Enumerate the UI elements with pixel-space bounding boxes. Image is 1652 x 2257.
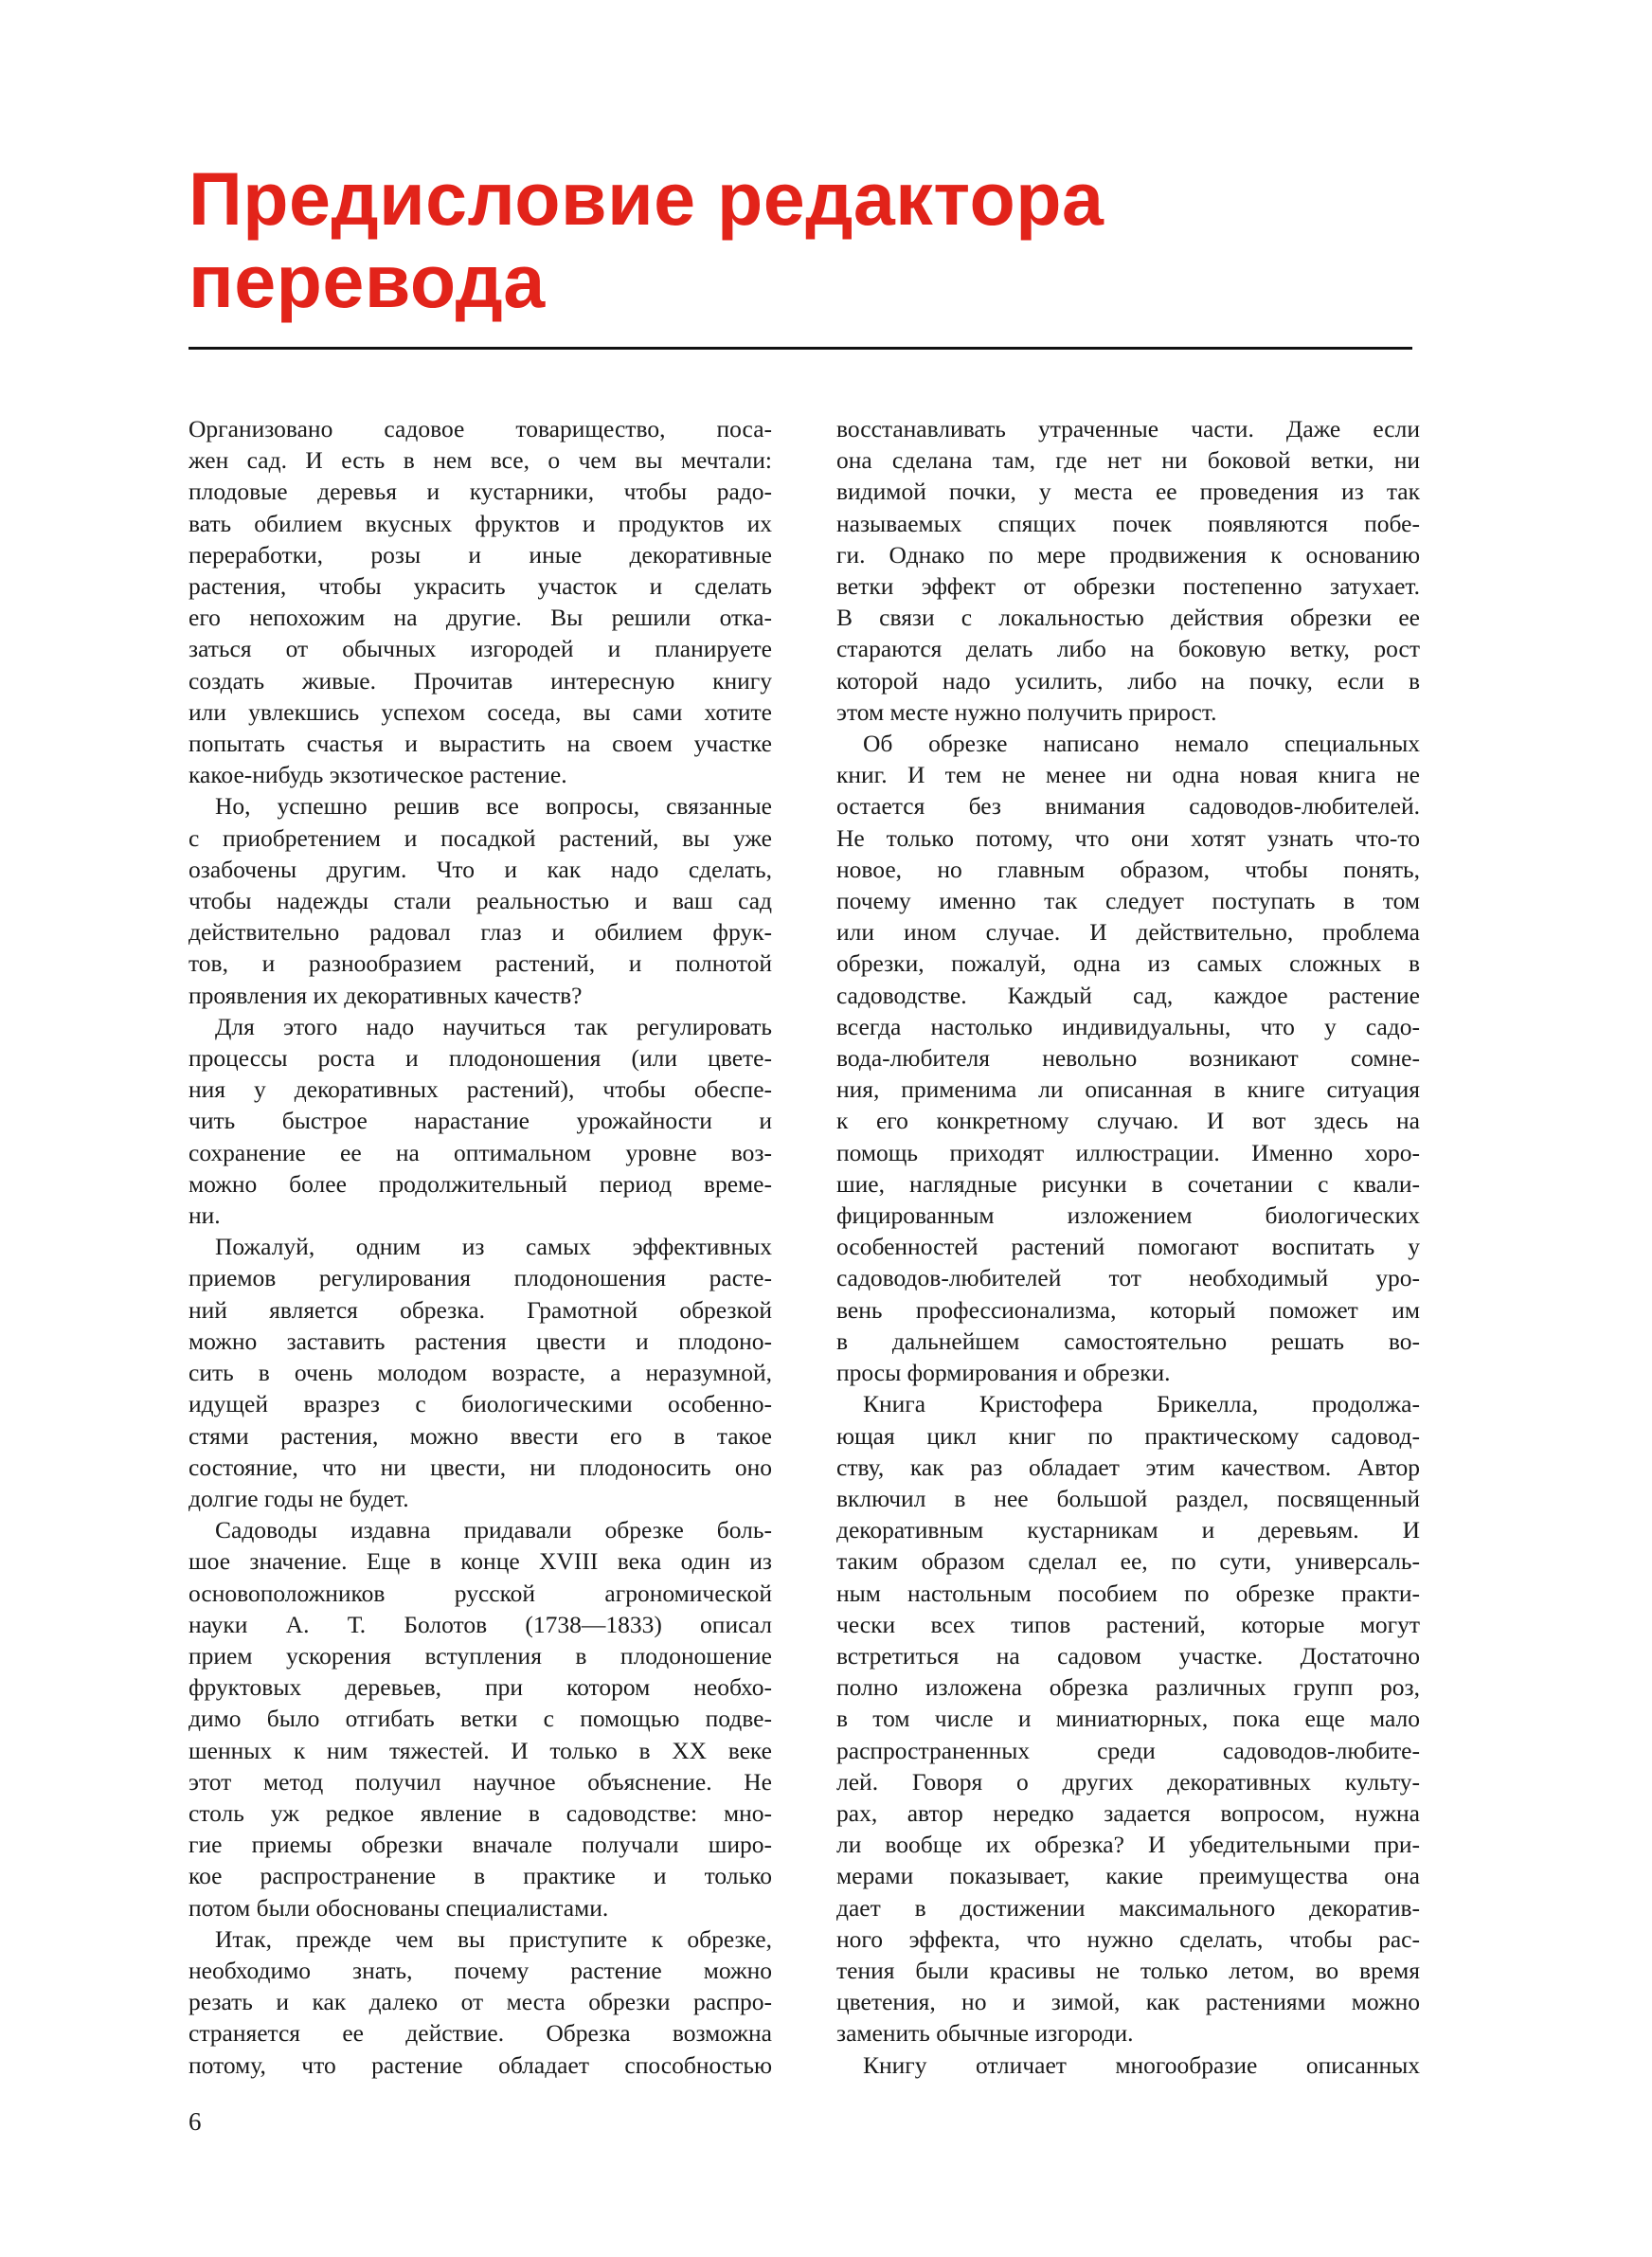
text-line: Для этого надо научиться так регулировать bbox=[215, 1012, 772, 1040]
text-line: фруктовых деревьев, при котором необхо- bbox=[189, 1673, 772, 1702]
paragraph bbox=[189, 790, 772, 1010]
text-line: или увлекшись успехом соседа, вы сами хотите bbox=[189, 697, 772, 726]
text-line: гие приемы обрезки вначале получали широ- bbox=[189, 1831, 772, 1859]
text-line: особенностей растений помогают воспитать у bbox=[836, 1233, 1420, 1261]
text-line: которой надо усилить, либо на почку, если в bbox=[836, 666, 1420, 695]
text-line: ний является обрезка. Грамотной обрезкой bbox=[189, 1295, 772, 1324]
text-line: проявления их декоративных качеств? bbox=[189, 981, 583, 1009]
text-line: цветения, но и зимой, как растениями можно bbox=[836, 1988, 1420, 2016]
text-line: заться от обычных изгородей и планируете bbox=[189, 635, 772, 663]
text-line: книг. И тем не менее ни одна новая книга не bbox=[836, 761, 1420, 789]
text-line: ветки эффект от обрезки постепенно затухает. bbox=[836, 572, 1420, 601]
text-line: тения были красивы не только летом, во время bbox=[836, 1956, 1420, 1984]
text-line: процессы роста и плодоношения (или цвете- bbox=[189, 1044, 772, 1073]
text-line: вень профессионализма, который поможет им bbox=[836, 1295, 1420, 1324]
paragraph bbox=[836, 728, 1420, 1388]
text-line: восстанавливать утраченные части. Даже если bbox=[836, 415, 1420, 442]
text-line: этот метод получил научное объяснение. Не bbox=[189, 1767, 772, 1796]
text-line: таким образом сделал ее, по сути, универсаль- bbox=[836, 1547, 1420, 1576]
text-line: дает в достижении максимального декоратив- bbox=[836, 1893, 1420, 1922]
text-line: шие, наглядные рисунки в сочетании с квали- bbox=[836, 1169, 1420, 1198]
text-line: страняется ее действие. Обрезка возможна bbox=[189, 2019, 772, 2048]
paragraph bbox=[836, 1388, 1420, 2049]
text-line: Книгу отличает многообразие описанных bbox=[863, 2050, 1420, 2079]
text-line: кое распространение в практике и только bbox=[189, 1862, 772, 1890]
right-text-column bbox=[836, 413, 1420, 2081]
text-line: приемов регулирования плодоношения расте- bbox=[189, 1264, 772, 1292]
text-line: долгие годы не будет. bbox=[189, 1484, 409, 1512]
text-line: ли вообще их обрезка? И убедительными при- bbox=[836, 1831, 1420, 1859]
text-line: ющая цикл книг по практическому садовод- bbox=[836, 1421, 1420, 1450]
text-line: какое-нибудь экзотическое растение. bbox=[189, 761, 567, 789]
text-line: Не только потому, что они хотят узнать что-то bbox=[836, 823, 1420, 852]
text-line: обрезки, пожалуй, одна из самых сложных в bbox=[836, 949, 1420, 978]
paragraph bbox=[189, 413, 772, 790]
text-line: потому, что растение обладает способностью bbox=[189, 2050, 772, 2079]
text-line: чтобы надежды стали реальностью и ваш сад bbox=[189, 887, 772, 915]
text-line: новое, но главным образом, чтобы понять, bbox=[836, 855, 1420, 883]
text-line: основоположников русской агрономической bbox=[189, 1579, 772, 1607]
text-line: необходимо знать, почему растение можно bbox=[189, 1956, 772, 1984]
paragraph bbox=[189, 1514, 772, 1923]
text-line: помощь приходят иллюстрации. Именно хоро- bbox=[836, 1138, 1420, 1166]
paragraph bbox=[836, 2049, 1420, 2081]
text-line: идущей вразрез с биологическими особенно- bbox=[189, 1390, 772, 1418]
text-line: стями растения, можно ввести его в такое bbox=[189, 1421, 772, 1450]
text-line: сить в очень молодом возрасте, а неразумной, bbox=[189, 1359, 772, 1387]
text-line: столь уж редкое явление в садоводстве: мно- bbox=[189, 1798, 772, 1827]
text-line: плодовые деревья и кустарники, чтобы радо- bbox=[189, 478, 772, 506]
text-line: тов, и разнообразием растений, и полнотой bbox=[189, 949, 772, 978]
text-line: озабочены другим. Что и как надо сделать, bbox=[189, 855, 772, 883]
left-text-column bbox=[189, 413, 772, 2081]
text-line: полно изложена обрезка различных групп роз, bbox=[836, 1673, 1420, 1702]
text-line: чить быстрое нарастание урожайности и bbox=[189, 1107, 772, 1135]
text-line: переработки, розы и иные декоративные bbox=[189, 540, 772, 569]
title-divider bbox=[189, 347, 1412, 350]
text-line: создать живые. Прочитав интересную книгу bbox=[189, 666, 772, 695]
paragraph bbox=[189, 1231, 772, 1514]
text-line: остается без внимания садоводов-любителей. bbox=[836, 792, 1420, 821]
text-line: лей. Говоря о других декоративных культу- bbox=[836, 1767, 1420, 1796]
text-line: чески всех типов растений, которые могут bbox=[836, 1610, 1420, 1638]
text-line: шенных к ним тяжестей. И только в XX веке bbox=[189, 1736, 772, 1764]
text-line: растения, чтобы украсить участок и сделать bbox=[189, 572, 772, 601]
text-line: просы формирования и обрезки. bbox=[836, 1359, 1171, 1387]
text-line: попытать счастья и вырастить на своем участке bbox=[189, 730, 772, 758]
text-line: рах, автор нередко задается вопросом, нужна bbox=[836, 1798, 1420, 1827]
text-line: ния, применима ли описанная в книге ситуация bbox=[836, 1075, 1420, 1104]
text-line: стараются делать либо на боковую ветку, рост bbox=[836, 635, 1420, 663]
text-line: садоводстве. Каждый сад, каждое растение bbox=[836, 981, 1420, 1009]
page-number: 6 bbox=[189, 2107, 202, 2136]
text-line: Садоводы издавна придавали обрезке боль- bbox=[215, 1516, 772, 1544]
text-line: в дальнейшем самостоятельно решать во- bbox=[836, 1327, 1420, 1355]
text-line: состояние, что ни цвести, ни плодоносить оно bbox=[189, 1453, 772, 1481]
title-line: перевода bbox=[189, 239, 546, 323]
text-line: вода-любителя невольно возникают сомне- bbox=[836, 1044, 1420, 1073]
paragraph bbox=[189, 1011, 772, 1231]
text-line: Организовано садовое товарищество, поса- bbox=[189, 415, 772, 442]
text-line: его непохожим на другие. Вы решили отка- bbox=[189, 604, 772, 632]
text-line: можно более продолжительный период време- bbox=[189, 1169, 772, 1198]
text-line: В связи с локальностью действия обрезки ее bbox=[836, 604, 1420, 632]
text-line: Об обрезке написано немало специальных bbox=[863, 730, 1420, 758]
text-line: прием ускорения вступления в плодоношение bbox=[189, 1641, 772, 1670]
text-line: шое значение. Еще в конце XVIII века один из bbox=[189, 1547, 772, 1576]
text-line: ного эффекта, что нужно сделать, чтобы рас- bbox=[836, 1924, 1420, 1953]
text-line: она сделана там, где нет ни боковой ветки, ни bbox=[836, 446, 1420, 475]
text-line: ным настольным пособием по обрезке практи- bbox=[836, 1579, 1420, 1607]
text-line: Итак, прежде чем вы приступите к обрезке, bbox=[215, 1924, 772, 1953]
text-line: этом месте нужно получить прирост. bbox=[836, 697, 1217, 726]
text-line: Но, успешно решив все вопросы, связанные bbox=[215, 792, 772, 821]
text-line: заменить обычные изгороди. bbox=[836, 2019, 1134, 2048]
text-line: ству, как раз обладает этим качеством. Автор bbox=[836, 1453, 1420, 1481]
text-line: видимой почки, у места ее проведения из так bbox=[836, 478, 1420, 506]
text-line: или ином случае. И действительно, проблема bbox=[836, 918, 1420, 947]
page-title bbox=[189, 157, 1104, 322]
paragraph bbox=[189, 1923, 772, 2081]
text-line: действительно радовал глаз и обилием фрук- bbox=[189, 918, 772, 947]
text-line: ния у декоративных растений), чтобы обеспе- bbox=[189, 1075, 772, 1104]
text-line: называемых спящих почек появляются побе- bbox=[836, 509, 1420, 537]
text-line: к его конкретному случаю. И вот здесь на bbox=[836, 1107, 1420, 1135]
text-line: садоводов-любителей тот необходимый уро- bbox=[836, 1264, 1420, 1292]
text-line: всегда настолько индивидуальны, что у садо- bbox=[836, 1012, 1420, 1040]
text-line: Книга Кристофера Брикелла, продолжа- bbox=[863, 1390, 1420, 1418]
text-line: Пожалуй, одним из самых эффективных bbox=[215, 1233, 772, 1261]
paragraph bbox=[836, 413, 1420, 728]
text-line: жен сад. И есть в нем все, о чем вы мечтали: bbox=[189, 446, 772, 475]
text-line: встретиться на садовом участке. Достаточно bbox=[836, 1641, 1420, 1670]
title-line: Предисловие редактора bbox=[189, 156, 1104, 241]
text-line: декоративным кустарникам и деревьям. И bbox=[836, 1516, 1420, 1544]
text-line: резать и как далеко от места обрезки распро- bbox=[189, 1988, 772, 2016]
text-line: почему именно так следует поступать в том bbox=[836, 887, 1420, 915]
text-line: ги. Однако по мере продвижения к основанию bbox=[836, 540, 1420, 569]
text-line: потом были обоснованы специалистами. bbox=[189, 1893, 609, 1922]
text-line: науки А. Т. Болотов (1738—1833) описал bbox=[189, 1610, 772, 1638]
text-line: фицированным изложением биологических bbox=[836, 1201, 1420, 1230]
text-line: распространенных среди садоводов-любите- bbox=[836, 1736, 1420, 1764]
text-line: с приобретением и посадкой растений, вы уже bbox=[189, 823, 772, 852]
text-line: вать обилием вкусных фруктов и продуктов их bbox=[189, 509, 772, 537]
text-line: можно заставить растения цвести и плодоно- bbox=[189, 1327, 772, 1355]
text-line: мерами показывает, какие преимущества она bbox=[836, 1862, 1420, 1890]
text-line: ни. bbox=[189, 1201, 221, 1230]
text-line: в том числе и миниатюрных, пока еще мало bbox=[836, 1705, 1420, 1733]
text-line: димо было отгибать ветки с помощью подве- bbox=[189, 1705, 772, 1733]
text-line: включил в нее большой раздел, посвященный bbox=[836, 1484, 1420, 1512]
text-line: сохранение ее на оптимальном уровне воз- bbox=[189, 1138, 772, 1166]
